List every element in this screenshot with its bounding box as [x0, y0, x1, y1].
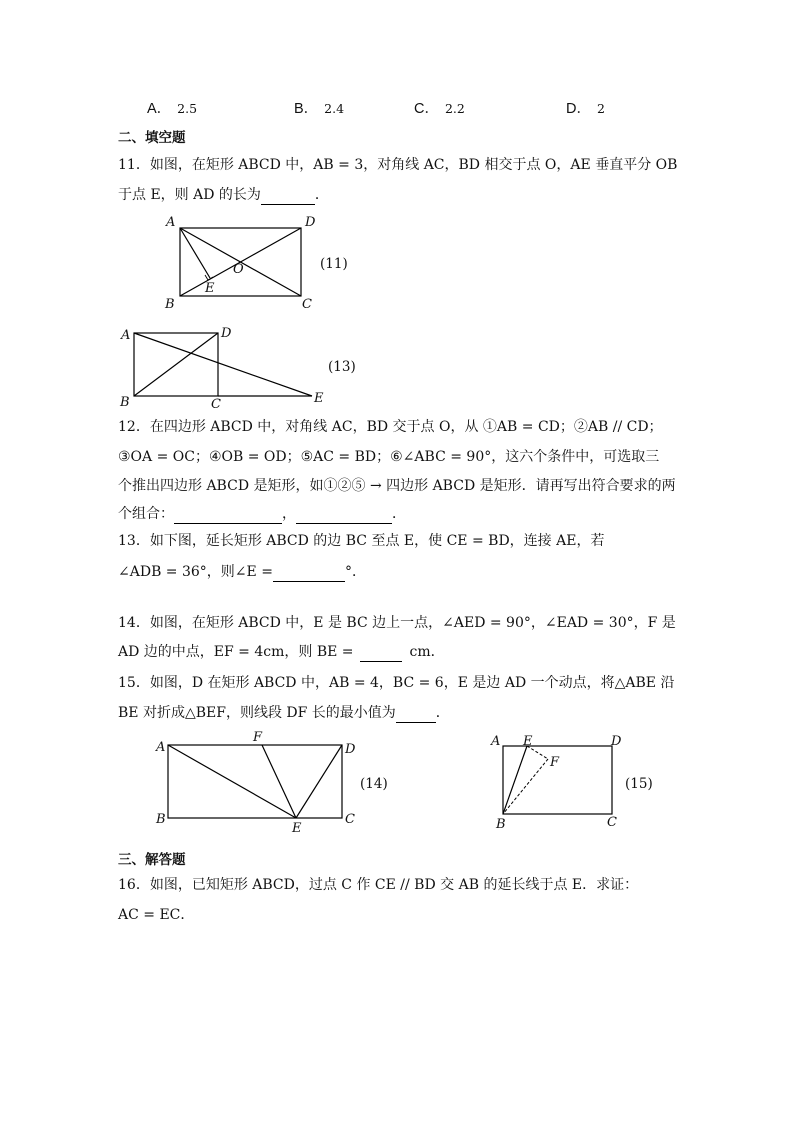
point-label-d: D	[221, 326, 232, 341]
question-text: °．	[344, 564, 366, 580]
point-label-a: A	[156, 740, 166, 755]
question-text: ，	[282, 506, 296, 522]
option-letter: C．	[414, 101, 439, 117]
question-text: ∠ADB = 36°，则∠E =	[118, 564, 273, 580]
point-label-f: F	[550, 755, 560, 770]
question-text: 于点 E，则 AD 的长为	[118, 187, 261, 203]
point-label-b: B	[120, 395, 130, 410]
question-12-line-1: 12．在四边形 ABCD 中，对角线 AC，BD 交于点 O，从 ①AB = CD；②AB // CD；	[118, 419, 663, 435]
point-label-e: E	[314, 391, 324, 406]
point-label-a: A	[166, 215, 176, 230]
point-label-c: C	[345, 812, 355, 827]
point-label-c: C	[302, 297, 312, 312]
point-label-c: C	[607, 815, 617, 830]
point-label-c: C	[211, 397, 221, 412]
question-text: ．	[314, 187, 329, 203]
question-text: AD 边的中点，EF = 4cm，则 BE =	[118, 644, 354, 660]
point-label-d: D	[611, 734, 622, 749]
option-value: 2.5	[177, 101, 198, 116]
option-letter: B．	[294, 101, 319, 117]
question-11-line-1: 11．如图，在矩形 ABCD 中，AB = 3，对角线 AC，BD 相交于点 O，AE 垂直平分 OB	[118, 157, 678, 173]
question-16-line-1: 16．如图，已知矩形 ABCD，过点 C 作 CE // BD 交 AB 的延长线于点 E．求证：	[118, 877, 639, 893]
question-16-line-2: AC = EC．	[118, 907, 195, 923]
question-13-line-1: 13．如下图，延长矩形 ABCD 的边 BC 至点 E，使 CE = BD，连接 AE，若	[118, 533, 605, 549]
question-12-line-2: ③OA = OC；④OB = OD；⑤AC = BD；⑥∠ABC = 90°，这六个条件中，可选取三	[118, 449, 660, 465]
figure-number-label: (13)	[328, 359, 356, 375]
question-text: BE 对折成△BEF，则线段 DF 长的最小值为	[118, 705, 396, 721]
point-label-e: E	[205, 281, 215, 296]
option-value: 2.4	[324, 101, 345, 116]
question-text: cm．	[409, 644, 445, 660]
figure-number-label: (14)	[360, 776, 388, 792]
point-label-o: O	[233, 262, 244, 277]
question-14-line-1: 14．如图，在矩形 ABCD 中，E 是 BC 边上一点，∠AED = 90°，∠EAD = 30°，F 是	[118, 615, 676, 631]
point-label-e: E	[292, 821, 302, 836]
question-15-line-1: 15．如图，D 在矩形 ABCD 中，AB = 4，BC = 6，E 是边 AD 一个动点，将△ABE 沿	[118, 675, 675, 691]
option-letter: A．	[147, 101, 172, 117]
question-text: ．	[435, 705, 450, 721]
figure-number-label: (11)	[320, 256, 348, 272]
question-12-line-3: 个推出四边形 ABCD 是矩形，如①②⑤ → 四边形 ABCD 是矩形．请再写出符合要求的两	[118, 478, 676, 494]
option-letter: D．	[566, 101, 591, 117]
point-label-f: F	[253, 730, 263, 745]
figure-number-label: (15)	[625, 776, 653, 792]
point-label-b: B	[156, 812, 166, 827]
option-value: 2	[596, 101, 605, 116]
section-heading-solutions: 三、解答题	[118, 852, 186, 868]
point-label-e: E	[523, 734, 533, 749]
section-heading-fill-in: 二、填空题	[118, 130, 186, 146]
question-text: 个组合：	[118, 506, 174, 522]
option-value: 2.2	[444, 101, 465, 116]
point-label-a: A	[121, 328, 131, 343]
point-label-b: B	[496, 817, 506, 832]
point-label-d: D	[305, 215, 316, 230]
point-label-b: B	[165, 297, 175, 312]
point-label-a: A	[491, 734, 501, 749]
point-label-d: D	[345, 742, 356, 757]
question-text: ．	[392, 506, 406, 522]
